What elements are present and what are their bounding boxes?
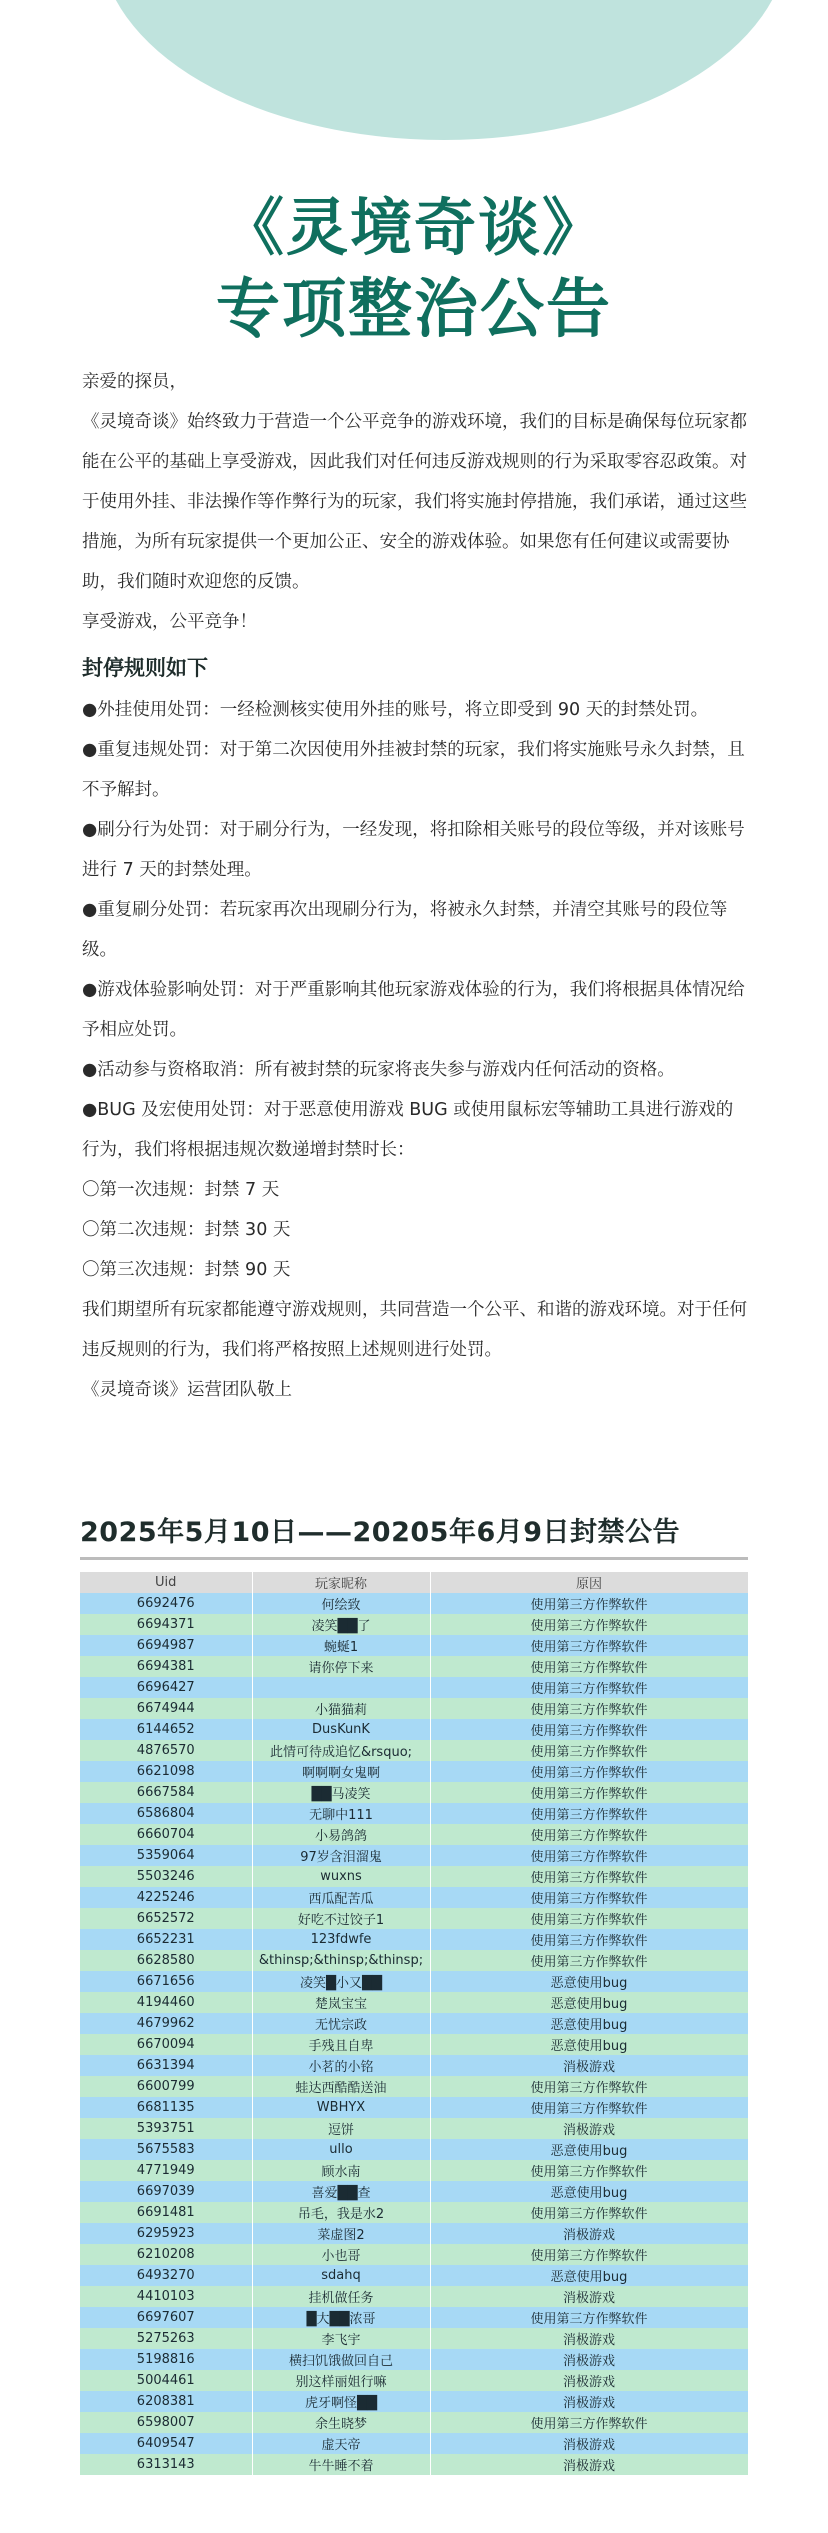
table-row: [80, 1761, 748, 1782]
reason-cell: 使用第三方作弊软件: [430, 1845, 748, 1866]
uid-cell: 6697039: [80, 2181, 252, 2202]
intro-paragraph: 《灵境奇谈》始终致力于营造一个公平竞争的游戏环境，我们的目标是确保每位玩家都能在公平的基础上享受游戏，因此我们对任何违反游戏规则的行为采取零容忍政策。对于使用外挂、非法操作等作弊行为的玩家，我们将实施封停措施，我们承诺，通过这些措施，为所有玩家提供一个更加公正、安全的游戏体验。如果您有任何建议或需要协助，我们随时欢迎您的反馈。: [82, 412, 747, 592]
penalty-step: 〇第三次违规：封禁 90 天: [82, 1260, 291, 1280]
table-row: [80, 1824, 748, 1845]
reason-cell: 使用第三方作弊软件: [430, 1677, 748, 1698]
nickname-cell: 好吃不过饺子1: [252, 1908, 430, 1929]
nickname-cell: sdahq: [252, 2265, 430, 2286]
uid-cell: 4771949: [80, 2160, 252, 2181]
table-row: [80, 2160, 748, 2181]
table-row: [80, 1929, 748, 1950]
uid-cell: 6628580: [80, 1950, 252, 1971]
table-row: [80, 2202, 748, 2223]
table-row: [80, 1782, 748, 1803]
nickname-cell: 牛牛睡不着: [252, 2454, 430, 2475]
uid-cell: 6670094: [80, 2034, 252, 2055]
reason-cell: 消极游戏: [430, 2349, 748, 2370]
table-row: [80, 2034, 748, 2055]
uid-cell: 6493270: [80, 2265, 252, 2286]
penalty-step: 〇第二次违规：封禁 30 天: [82, 1220, 291, 1240]
nickname-cell: 无聊中111: [252, 1803, 430, 1824]
nickname-cell: 蜿蜒1: [252, 1635, 430, 1656]
table-row: [80, 2454, 748, 2475]
reason-cell: 恶意使用bug: [430, 2265, 748, 2286]
table-header-row: [80, 1572, 748, 1593]
table-row: [80, 1971, 748, 1992]
uid-cell: 4194460: [80, 1992, 252, 2013]
table-row: [80, 1719, 748, 1740]
nickname-cell: 请你停下来: [252, 1656, 430, 1677]
reason-cell: 使用第三方作弊软件: [430, 2244, 748, 2265]
uid-cell: 6631394: [80, 2055, 252, 2076]
rule-item: ●游戏体验影响处罚：对于严重影响其他玩家游戏体验的行为，我们将根据具体情况给予相应处罚。: [82, 980, 745, 1040]
table-row: [80, 2265, 748, 2286]
reason-cell: 消极游戏: [430, 2454, 748, 2475]
nickname-cell: &thinsp;&thinsp;&thinsp;: [252, 1950, 430, 1971]
signature: 《灵境奇谈》运营团队敬上: [82, 1380, 292, 1400]
uid-cell: 6313143: [80, 2454, 252, 2475]
reason-cell: 使用第三方作弊软件: [430, 1740, 748, 1761]
reason-cell: 消极游戏: [430, 2118, 748, 2139]
table-row: [80, 2244, 748, 2265]
nickname-cell: 虎牙啊怪██: [252, 2391, 430, 2412]
uid-cell: 4679962: [80, 2013, 252, 2034]
reason-cell: 使用第三方作弊软件: [430, 1635, 748, 1656]
reason-cell: 使用第三方作弊软件: [430, 1698, 748, 1719]
reason-cell: 使用第三方作弊软件: [430, 1719, 748, 1740]
uid-cell: 5503246: [80, 1866, 252, 1887]
table-row: [80, 1635, 748, 1656]
uid-cell: 5359064: [80, 1845, 252, 1866]
uid-cell: 6621098: [80, 1761, 252, 1782]
rule-item: ●重复违规处罚：对于第二次因使用外挂被封禁的玩家，我们将实施账号永久封禁，且不予解封。: [82, 740, 745, 800]
penalty-step: 〇第一次违规：封禁 7 天: [82, 1180, 280, 1200]
column-header-nickname: 玩家昵称: [252, 1572, 430, 1593]
reason-cell: 消极游戏: [430, 2391, 748, 2412]
uid-cell: 5393751: [80, 2118, 252, 2139]
rule-item: ●活动参与资格取消：所有被封禁的玩家将丧失参与游戏内任何活动的资格。: [82, 1060, 675, 1080]
uid-cell: 6694381: [80, 1656, 252, 1677]
reason-cell: 恶意使用bug: [430, 2034, 748, 2055]
ban-list-body: [80, 1593, 748, 2475]
nickname-cell: wuxns: [252, 1866, 430, 1887]
uid-cell: 4410103: [80, 2286, 252, 2307]
rules-heading: 封停规则如下: [82, 656, 208, 680]
reason-cell: 消极游戏: [430, 2433, 748, 2454]
uid-cell: 6600799: [80, 2076, 252, 2097]
ban-list-table: [80, 1572, 749, 2475]
table-row: [80, 1992, 748, 2013]
reason-cell: 使用第三方作弊软件: [430, 2307, 748, 2328]
table-row: [80, 1950, 748, 1971]
uid-cell: 6674944: [80, 1698, 252, 1719]
table-row: [80, 1887, 748, 1908]
table-row: [80, 1845, 748, 1866]
reason-cell: 使用第三方作弊软件: [430, 1929, 748, 1950]
uid-cell: 4876570: [80, 1740, 252, 1761]
reason-cell: 使用第三方作弊软件: [430, 2412, 748, 2433]
table-row: [80, 2307, 748, 2328]
table-row: [80, 2097, 748, 2118]
table-row: [80, 1908, 748, 1929]
reason-cell: 使用第三方作弊软件: [430, 1656, 748, 1677]
nickname-cell: 别这样丽姐行嘛: [252, 2370, 430, 2391]
reason-cell: 使用第三方作弊软件: [430, 2076, 748, 2097]
reason-cell: 使用第三方作弊软件: [430, 1824, 748, 1845]
nickname-cell: 逗饼: [252, 2118, 430, 2139]
table-row: [80, 2328, 748, 2349]
uid-cell: 5198816: [80, 2349, 252, 2370]
uid-cell: 6696427: [80, 1677, 252, 1698]
nickname-cell: 此情可待成追忆&rsquo;: [252, 1740, 430, 1761]
nickname-cell: DusKunK: [252, 1719, 430, 1740]
nickname-cell: 楚岚宝宝: [252, 1992, 430, 2013]
nickname-cell: 何绘致: [252, 1593, 430, 1614]
nickname-cell: 小易鸽鸽: [252, 1824, 430, 1845]
uid-cell: 6144652: [80, 1719, 252, 1740]
uid-cell: 4225246: [80, 1887, 252, 1908]
reason-cell: 恶意使用bug: [430, 1992, 748, 2013]
nickname-cell: 凌笑██了: [252, 1614, 430, 1635]
reason-cell: 使用第三方作弊软件: [430, 2202, 748, 2223]
uid-cell: 6694371: [80, 1614, 252, 1635]
reason-cell: 使用第三方作弊软件: [430, 1593, 748, 1614]
reason-cell: 消极游戏: [430, 2223, 748, 2244]
rule-item: ●刷分行为处罚：对于刷分行为，一经发现，将扣除相关账号的段位等级，并对该账号进行 7 天的封禁处理。: [82, 820, 745, 880]
reason-cell: 恶意使用bug: [430, 2181, 748, 2202]
nickname-cell: 喜爱██查: [252, 2181, 430, 2202]
uid-cell: 5275263: [80, 2328, 252, 2349]
reason-cell: 使用第三方作弊软件: [430, 1908, 748, 1929]
title-divider: [80, 1557, 748, 1560]
reason-cell: 使用第三方作弊软件: [430, 1614, 748, 1635]
table-row: [80, 2139, 748, 2160]
reason-cell: 使用第三方作弊软件: [430, 2097, 748, 2118]
reason-cell: 使用第三方作弊软件: [430, 2160, 748, 2181]
nickname-cell: 小也哥: [252, 2244, 430, 2265]
table-row: [80, 2370, 748, 2391]
table-row: [80, 2286, 748, 2307]
column-header-uid: Uid: [80, 1572, 252, 1593]
rule-item: ●重复刷分处罚：若玩家再次出现刷分行为，将被永久封禁，并清空其账号的段位等级。: [82, 900, 728, 960]
nickname-cell: 蛙达西酷酷送油: [252, 2076, 430, 2097]
announcement-body: [82, 362, 750, 1410]
reason-cell: 使用第三方作弊软件: [430, 1866, 748, 1887]
uid-cell: 6652572: [80, 1908, 252, 1929]
table-row: [80, 2349, 748, 2370]
slogan: 享受游戏，公平竞争！: [82, 612, 257, 632]
nickname-cell: 小茗的小铭: [252, 2055, 430, 2076]
uid-cell: 5675583: [80, 2139, 252, 2160]
table-row: [80, 2076, 748, 2097]
table-row: [80, 1866, 748, 1887]
reason-cell: 消极游戏: [430, 2328, 748, 2349]
uid-cell: 6697607: [80, 2307, 252, 2328]
uid-cell: 5004461: [80, 2370, 252, 2391]
nickname-cell: 啊啊啊女鬼啊: [252, 1761, 430, 1782]
table-row: [80, 1803, 748, 1824]
reason-cell: 消极游戏: [430, 2370, 748, 2391]
nickname-cell: WBHYX: [252, 2097, 430, 2118]
nickname-cell: 西瓜配苦瓜: [252, 1887, 430, 1908]
reason-cell: 恶意使用bug: [430, 2013, 748, 2034]
table-row: [80, 2412, 748, 2433]
nickname-cell: 顾水南: [252, 2160, 430, 2181]
uid-cell: 6598007: [80, 2412, 252, 2433]
rule-item: ●BUG 及宏使用处罚：对于恶意使用游戏 BUG 或使用鼠标宏等辅助工具进行游戏的行为，我们将根据违规次数递增封禁时长：: [82, 1100, 734, 1160]
table-row: [80, 1593, 748, 1614]
nickname-cell: ██马凌笑: [252, 1782, 430, 1803]
rule-item: ●外挂使用处罚：一经检测核实使用外挂的账号，将立即受到 90 天的封禁处罚。: [82, 700, 709, 720]
uid-cell: 6295923: [80, 2223, 252, 2244]
uid-cell: 6586804: [80, 1803, 252, 1824]
table-row: [80, 2118, 748, 2139]
table-row: [80, 2013, 748, 2034]
reason-cell: 使用第三方作弊软件: [430, 1782, 748, 1803]
reason-cell: 消极游戏: [430, 2055, 748, 2076]
reason-cell: 恶意使用bug: [430, 1971, 748, 1992]
nickname-cell: 97岁含泪溜鬼: [252, 1845, 430, 1866]
table-row: [80, 1740, 748, 1761]
uid-cell: 6667584: [80, 1782, 252, 1803]
ban-list-title: 2025年5月10日——20205年6月9日封禁公告: [80, 1517, 681, 1548]
reason-cell: 使用第三方作弊软件: [430, 1761, 748, 1782]
header-decoration: [100, 0, 788, 140]
nickname-cell: ullo: [252, 2139, 430, 2160]
reason-cell: 使用第三方作弊软件: [430, 1950, 748, 1971]
reason-cell: 使用第三方作弊软件: [430, 1887, 748, 1908]
table-row: [80, 1677, 748, 1698]
uid-cell: 6691481: [80, 2202, 252, 2223]
greeting: 亲爱的探员，: [82, 372, 187, 392]
column-header-reason: 原因: [430, 1572, 748, 1593]
uid-cell: 6671656: [80, 1971, 252, 1992]
nickname-cell: █大██浓哥: [252, 2307, 430, 2328]
uid-cell: 6208381: [80, 2391, 252, 2412]
nickname-cell: 手残且自卑: [252, 2034, 430, 2055]
nickname-cell: 挂机做任务: [252, 2286, 430, 2307]
closing-paragraph: 我们期望所有玩家都能遵守游戏规则，共同营造一个公平、和谐的游戏环境。对于任何违反规则的行为，我们将严格按照上述规则进行处罚。: [82, 1300, 747, 1360]
nickname-cell: 李飞宇: [252, 2328, 430, 2349]
table-row: [80, 2433, 748, 2454]
table-row: [80, 2391, 748, 2412]
uid-cell: 6692476: [80, 1593, 252, 1614]
uid-cell: 6660704: [80, 1824, 252, 1845]
table-row: [80, 1614, 748, 1635]
table-row: [80, 2055, 748, 2076]
uid-cell: 6210208: [80, 2244, 252, 2265]
page-subtitle: 专项整治公告: [216, 273, 612, 347]
table-row: [80, 1698, 748, 1719]
table-row: [80, 2223, 748, 2244]
uid-cell: 6409547: [80, 2433, 252, 2454]
nickname-cell: 无忧宗政: [252, 2013, 430, 2034]
reason-cell: 恶意使用bug: [430, 2139, 748, 2160]
reason-cell: 消极游戏: [430, 2286, 748, 2307]
nickname-cell: 凌笑█小又██: [252, 1971, 430, 1992]
table-row: [80, 2181, 748, 2202]
uid-cell: 6694987: [80, 1635, 252, 1656]
nickname-cell: 余生晓梦: [252, 2412, 430, 2433]
nickname-cell: 虚天帝: [252, 2433, 430, 2454]
reason-cell: 使用第三方作弊软件: [430, 1803, 748, 1824]
table-row: [80, 1656, 748, 1677]
nickname-cell: 横扫饥饿做回自己: [252, 2349, 430, 2370]
nickname-cell: 小猫猫莉: [252, 1698, 430, 1719]
nickname-cell: 菜虚图2: [252, 2223, 430, 2244]
uid-cell: 6681135: [80, 2097, 252, 2118]
nickname-cell: [252, 1677, 430, 1698]
nickname-cell: 123fdwfe: [252, 1929, 430, 1950]
page-title: 《灵境奇谈》: [221, 191, 606, 264]
nickname-cell: 吊毛，我是水2: [252, 2202, 430, 2223]
uid-cell: 6652231: [80, 1929, 252, 1950]
